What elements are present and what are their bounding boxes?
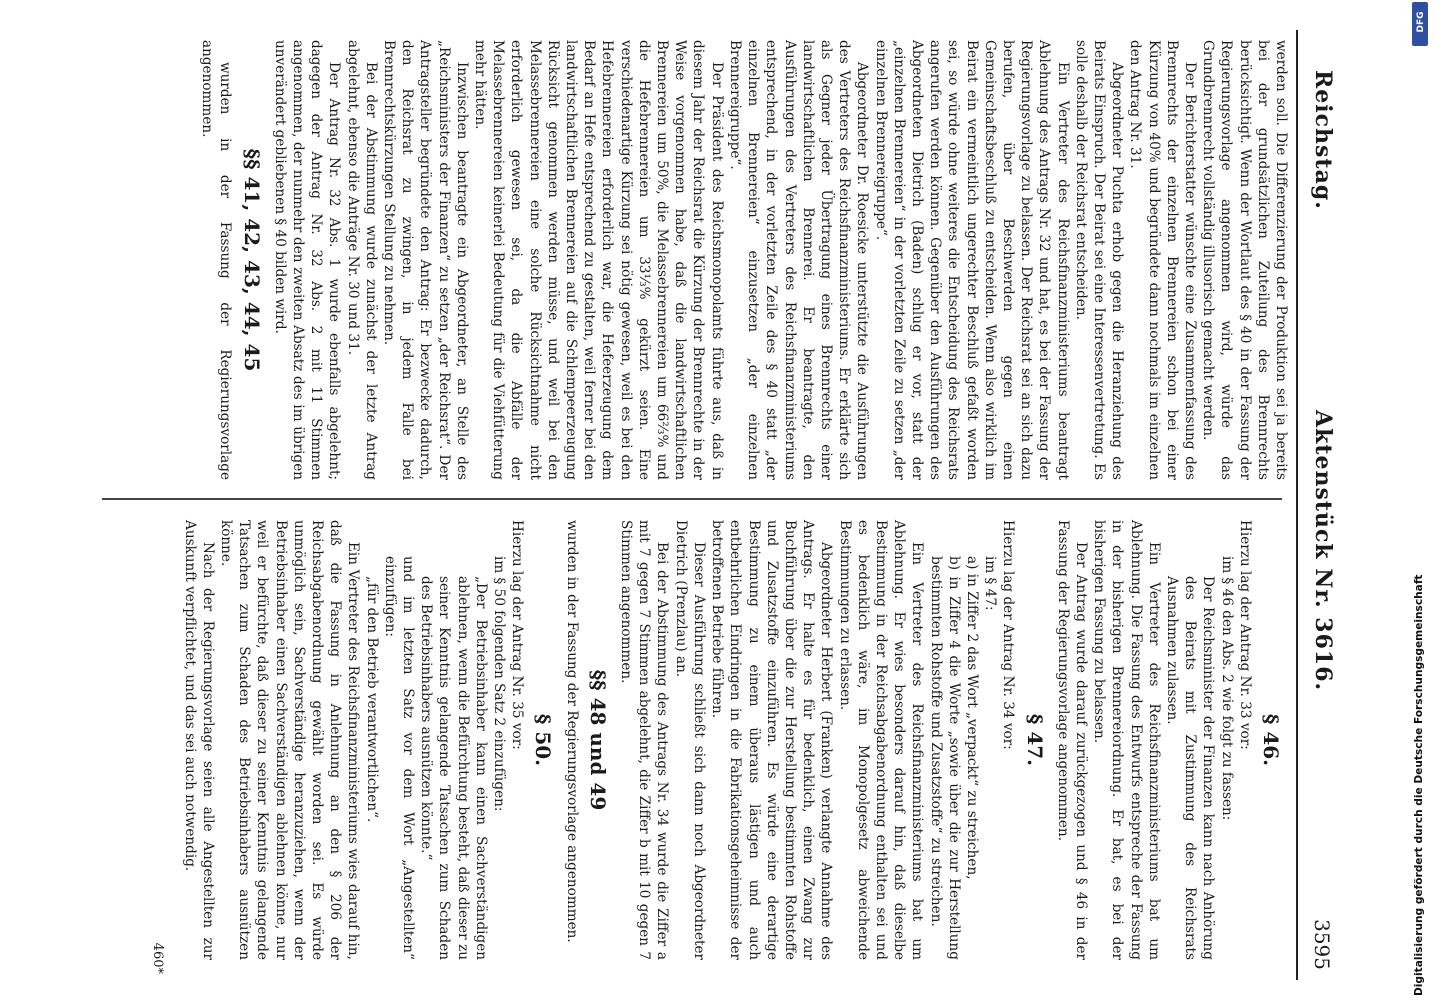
left-paragraph: Abgeordneter Dr. Roesicke unterstützte die Ausführungen des Vertreters des Reichsfinanzministeriums. Er erklärte sich als Gegner jeder Übertragung eines Brennrechts einer landwirtschaftlichen Brennerei. Er beantragte, den Ausführungen des Vertreters des Reichsfinanzministeriums entsprechend, in der vorletzten Zeile des § 40 statt „der einzelnen Brennereien“ einzusetzen „der einzelnen Brennereigruppe“. — [726, 40, 871, 480]
left-paragraph: Inzwischen beantragte ein Abgeordneter, an Stelle des „Reichsministers der Finanzen“ zu setzen „der Reichsrat“. Der Antragsteller begründete den Antrag: Er bezwecke dadurch, den Reichsrat zu zwingen, in jedem Falle bei Brennrechtskürzungen Stellung zu nehmen. — [381, 40, 470, 480]
right-paragraph: im § 50 folgenden Satz 2 einzufügen: — [491, 556, 508, 812]
right-paragraph: Nach der Regierungsvorlage seien alle Angestellten zur Auskunft verpflichtet, und das sei auch notwendig. — [181, 520, 216, 960]
funding-notice: Digitalisierung gefördert durch die Deutsche Forschungsgemeinschaft — [1413, 574, 1425, 996]
right-paragraph: „für den Betrieb verantwortlichen“. — [363, 576, 380, 823]
right-paragraph: Dieser Ausführung schließt sich dann noch Abgeordneter Dietrich (Prenzlau) an. — [672, 520, 707, 960]
left-paragraph: Ein Vertreter des Reichsfinanzministeriums beantragt Ablehnung des Antrags Nr. 32 und hat, es bei der Fassung der Regierungsvorlage zu belassen. Der Reichsrat sei an sich dazu berufen, über Beschwerden gegen einen Gemeinschaftsbeschluß zu entscheiden. Wenn also wirklich im Beirat ein vermeintlich ungerechter Beschluß gefaßt worden sei, so würde ohne weiteres die Entscheidung des Reichsrats angerufen werden können. Gegenüber den Ausführungen des Abgeordneten Dietrich (Baden) schlug er vor, statt der „einzelnen Brennereien“ in der vorletzten Zeile zu setzen „der einzelnen Brennereigruppe“. — [872, 40, 1071, 480]
right-paragraph: Ein Vertreter des Reichsfinanzministeriums wies darauf hin, daß die Fassung in Anlehnung an den § 206 der Reichsabgabenordnung gewählt worden sei. Es würde unmöglich sein, Sachverständige heranzuziehen, wenn der Betriebsinhaber einen Sachverständigen ablehnen könne, nur weil er befürchte, daß dieser zu seiner Kenntnis gelangende Tatsachen zum Schaden des Betriebsinhabers ausnützen könne. — [218, 520, 362, 960]
header-rule — [1296, 30, 1298, 980]
right-paragraph: im § 47: — [982, 556, 999, 611]
right-paragraph: Hierzu lag der Antrag Nr. 34 vor: — [1000, 520, 1017, 750]
left-paragraph: Der Berichterstatter wünschte eine Zusammenfassung des Brennrechts der einzelnen Brennereien schon bei einer Kürzung von 40% und begründete dann nochmals im einzelnen den Antrag Nr. 31. — [1127, 40, 1198, 480]
right-paragraph: a) in Ziffer 2 das Wort „verpackt“ zu streichen, — [963, 556, 980, 880]
dfg-sidebar — [1408, 0, 1434, 1000]
left-paragraph: wurden in der Fassung der Regierungsvorlage angenommen. — [199, 40, 234, 480]
right-paragraph: Abgeordneter Herbert (Franken) verlangte Annahme des Antrags. Er halte es für bedenklich, einen Zwang zur Buchführung über die zur Herstellung bestimmten Rohstoffe und Zusatzstoffe einzuführen. Es würde eine derartige Bestimmung zu einem überaus lästigen und auch entbehrlichen Eindringen in die Fabrikationsgeheimnisse der betroffenen Betriebe führen. — [709, 520, 835, 960]
document-page — [52, 0, 1382, 1000]
right-paragraph: Der Antrag wurde darauf zurückgezogen und § 46 in der Fassung der Regierungsvorlage angenommen. — [1054, 520, 1089, 960]
right-paragraph: „Der Betriebsinhaber kann einen Sachverständigen ablehnen, wenn die Befürchtung besteht, daß dieser zu seiner Kenntnis gelangende Tatsachen zum Schaden des Betriebsinhabers ausnützen könnte.“ — [418, 576, 489, 960]
right-section-heading: § 50. — [531, 713, 556, 767]
right-section-heading: §§ 48 und 49 — [585, 669, 610, 811]
page-number: 3595 — [1310, 919, 1334, 970]
left-paragraph: Bei der Abstimmung wurde zunächst der letzte Antrag abgelehnt, ebenso die Anträge Nr. 30 und 31. — [344, 40, 379, 480]
right-paragraph: Ein Vertreter des Reichsfinanzministeriums bat um Ablehnung. Die Fassung des Entwurfs entspreche der Fassung in der bisherigen Brennereiordnung. Er bat, es bei der bisherigen Fassung zu belassen. — [1091, 520, 1162, 960]
right-paragraph: im § 46 den Abs. 2 wie folgt zu fassen: — [1218, 556, 1235, 821]
left-paragraph: Der Präsident des Reichsmonopolamts führte aus, daß in diesem Jahr der Reichsrat die Kürzung der Brennrechte in der Weise vorgenommen habe, daß die landwirtschaftlichen Brennereien um 50%, die Melassebrennereien um 66⅔% und die Hefebrennereien um 33⅓% gekürzt seien. Eine verschiedenartige Kürzung sei nötig gewesen, weil es bei den Hefebrennereien erforderlich war, die Hefeerzeugung dem Bedarf an Hefe entsprechend zu gestalten, weil ferner bei den landwirtschaftlichen Brennereien auf die Schlempeerzeugung Rücksicht genommen werden müsse, und weil bei den Melassebrennereien eine solche Rücksichtnahme nicht erforderlich gewesen sei, da die Abfälle der Melassebrennereien keinerlei Bedeutung für die Viehfütterung mehr hätten. — [472, 40, 725, 480]
left-paragraph: werden soll. Die Differenzierung der Produktion sei ja bereits bei der grundsätzlichen Zuteilung des Brennrechts berücksichtigt. Wenn der Wortlaut des § 40 in der Fassung der Regierungsvorlage angenommen wird, würde das Grundbrennrecht vollständig illusorisch gemacht werden. — [1200, 40, 1289, 480]
left-section-heading: §§ 41, 42, 43, 44, 45 — [239, 148, 264, 372]
signature-mark: 460* — [150, 942, 165, 974]
right-paragraph: Der Reichsminister der Finanzen kann nach Anhörung des Beirats mit Zustimmung des Reichsrats Ausnahmen zulassen. — [1163, 576, 1217, 960]
left-paragraph: Abgeordneter Puchta erhob gegen die Heranziehung des Beirats Einspruch. Der Beirat sei eine Interessenvertretung. Es solle deshalb der Reichsrat entscheiden. — [1072, 40, 1126, 480]
right-paragraph: Hierzu lag der Antrag Nr. 35 vor: — [509, 520, 526, 750]
dfg-logo — [1412, 2, 1428, 46]
right-paragraph: wurden in der Fassung der Regierungsvorlage angenommen. — [563, 520, 580, 943]
left-column — [198, 40, 1290, 480]
right-column — [180, 520, 1290, 960]
page-header — [1302, 30, 1342, 970]
right-paragraph: b) in Ziffer 4 die Worte „sowie über die zur Herstellung bestimmten Rohstoffe und Zusatzstoffe“ zu streichen. — [927, 556, 962, 960]
left-paragraph: Der Antrag Nr. 32 Abs. 1 wurde ebenfalls abgelehnt; dagegen der Antrag Nr. 32 Abs. 2 mit 11 Stimmen angenommen, der nunmehr den zweiten Absatz des im übrigen unverändert gebliebenen § 40 bilden wird. — [271, 40, 343, 480]
right-section-heading: § 47. — [1022, 713, 1047, 767]
right-paragraph: Hierzu lag der Antrag Nr. 33 vor: — [1236, 520, 1253, 750]
header-title: Aktenstück Nr. 3616. — [1310, 410, 1336, 692]
column-divider — [102, 498, 1282, 500]
right-section-heading: § 46. — [1259, 713, 1283, 767]
right-paragraph: und im letzten Satz vor dem Wort „Angestellten“ einzufügen: — [381, 556, 417, 960]
right-paragraph: Ein Vertreter des Reichsfinanzministeriums bat um Ablehnung. Er wies besonders darauf hin, daß dieselbe Bestimmung in der Reichsabgabenordnung enthalten sei und es bedenklich wäre, im Monopolgesetz abweichende Bestimmungen zu erlassen. — [836, 520, 926, 960]
dfg-logo-text: DFG — [1416, 11, 1426, 33]
header-left: Reichstag. — [1310, 70, 1336, 210]
right-paragraph: Bei der Abstimmung des Antrags Nr. 34 wurde die Ziffer a mit 7 gegen 7 Stimmen abgelehnt, die Ziffer b mit 10 gegen 7 Stimmen angenommen. — [618, 520, 671, 960]
